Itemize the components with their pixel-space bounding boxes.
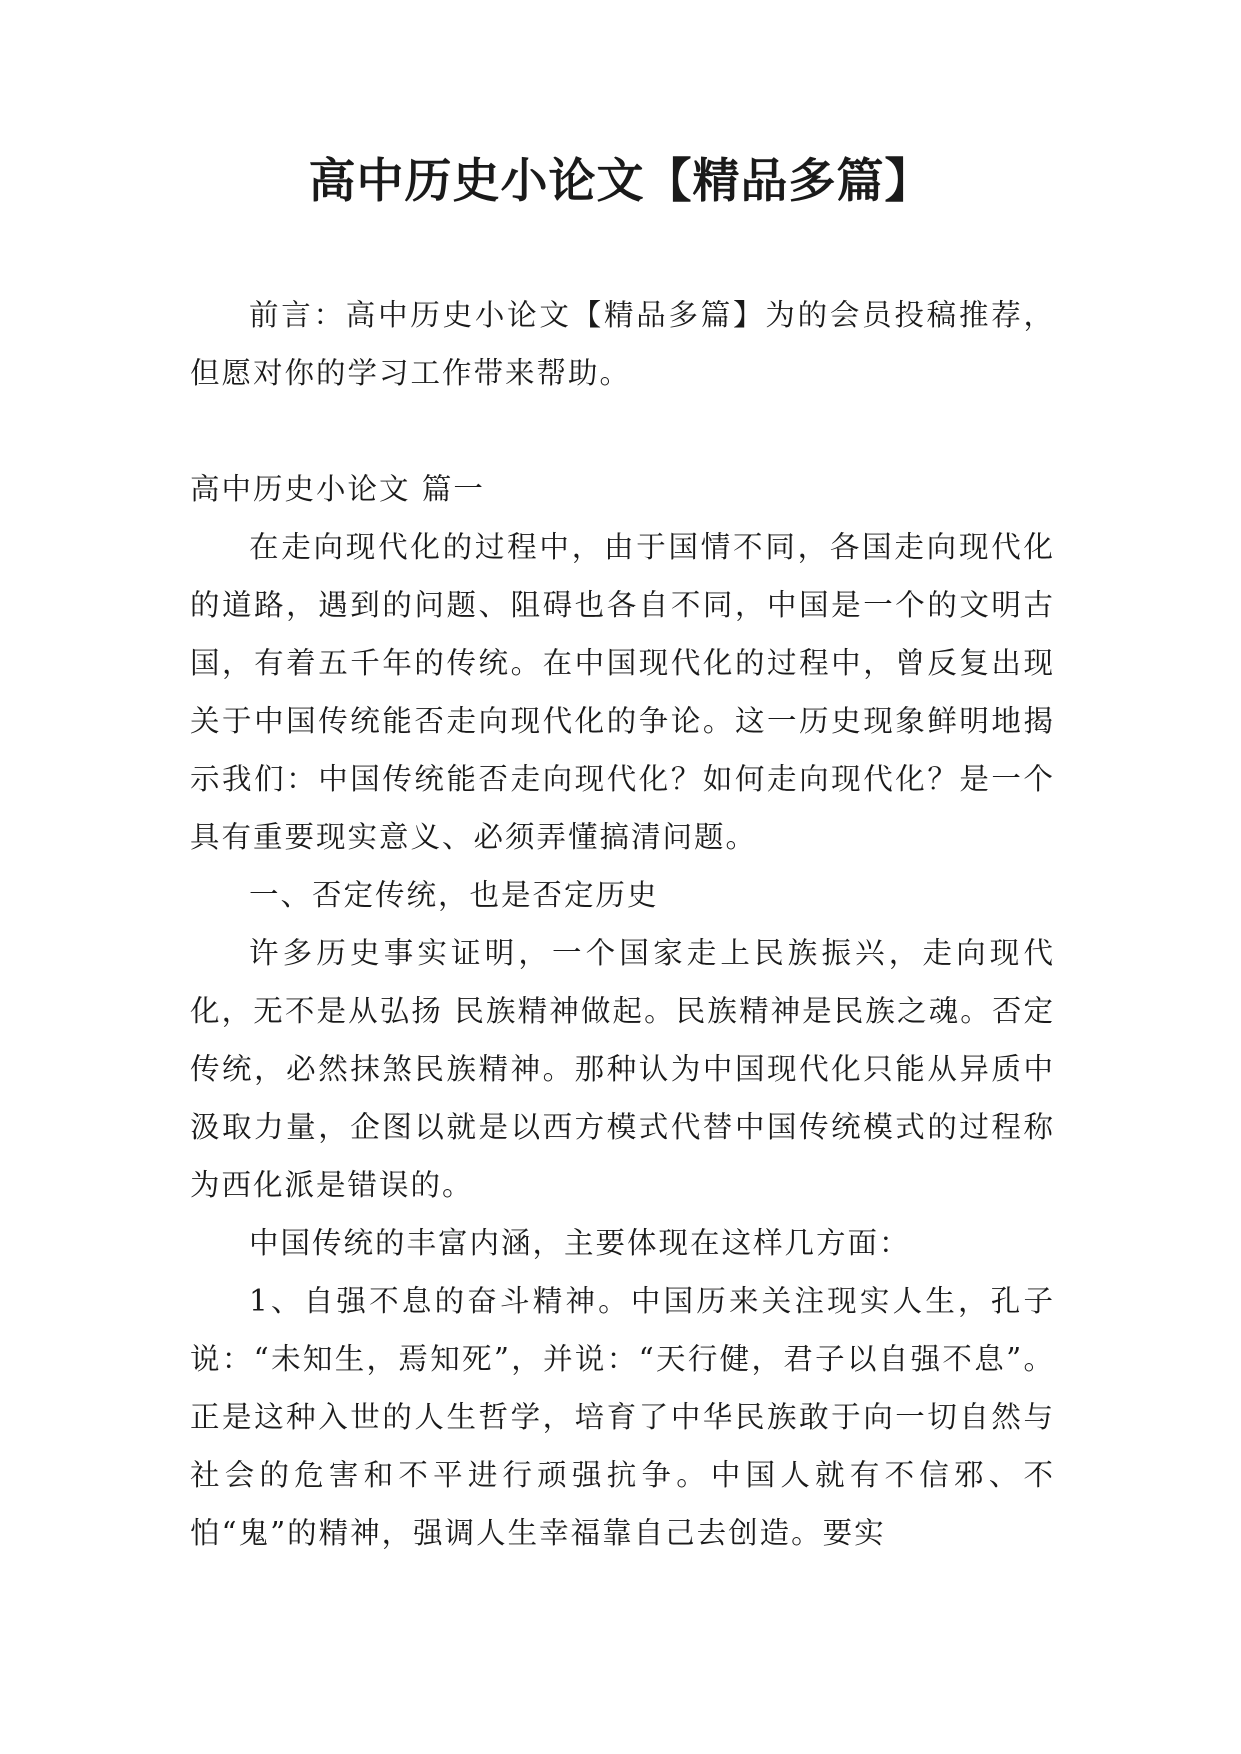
body-paragraph: 中国传统的丰富内涵，主要体现在这样几方面： bbox=[249, 1226, 911, 1260]
subheading: 一、否定传统，也是否定历史 bbox=[249, 878, 659, 912]
preface-paragraph: 前言：高中历史小论文【精品多篇】为的会员投稿推荐，但愿对你的学习工作带来帮助。 bbox=[190, 298, 1055, 390]
body-paragraph: 在走向现代化的过程中，由于国情不同，各国走向现代化的道路，遇到的问题、阻碍也各自不同，中国是一个的文明古国，有着五千年的传统。在中国现代化的过程中，曾反复出现关于中国传统能否走向现代化的争论。这一历史现象鲜明地揭示我们：中国传统能否走向现代化？如何走向现代化？是一个具有重要现实意义、必须弄懂搞清问题。 bbox=[190, 530, 1055, 854]
section-heading: 高中历史小论文 篇一 bbox=[190, 472, 485, 506]
body-paragraph: 1、自强不息的奋斗精神。中国历来关注现实人生，孔子说：“未知生，焉知死”，并说：“天行健，君子以自强不息”。正是这种入世的人生哲学，培育了中华民族敢于向一切自然与社会的危害和不平进行顽强抗争。中国人就有不信邪、不怕“鬼”的精神，强调人生幸福靠自己去创造。要实 bbox=[190, 1284, 1055, 1550]
document-body bbox=[190, 286, 1055, 1562]
body-paragraph: 许多历史事实证明，一个国家走上民族振兴，走向现代化，无不是从弘扬 民族精神做起。民族精神是民族之魂。否定传统，必然抹煞民族精神。那种认为中国现代化只能从异质中汲取力量，企图以就是以西方模式代替中国传统模式的过程称为西化派是错误的。 bbox=[190, 936, 1055, 1202]
document-title: 高中历史小论文【精品多篇】 bbox=[308, 154, 933, 209]
